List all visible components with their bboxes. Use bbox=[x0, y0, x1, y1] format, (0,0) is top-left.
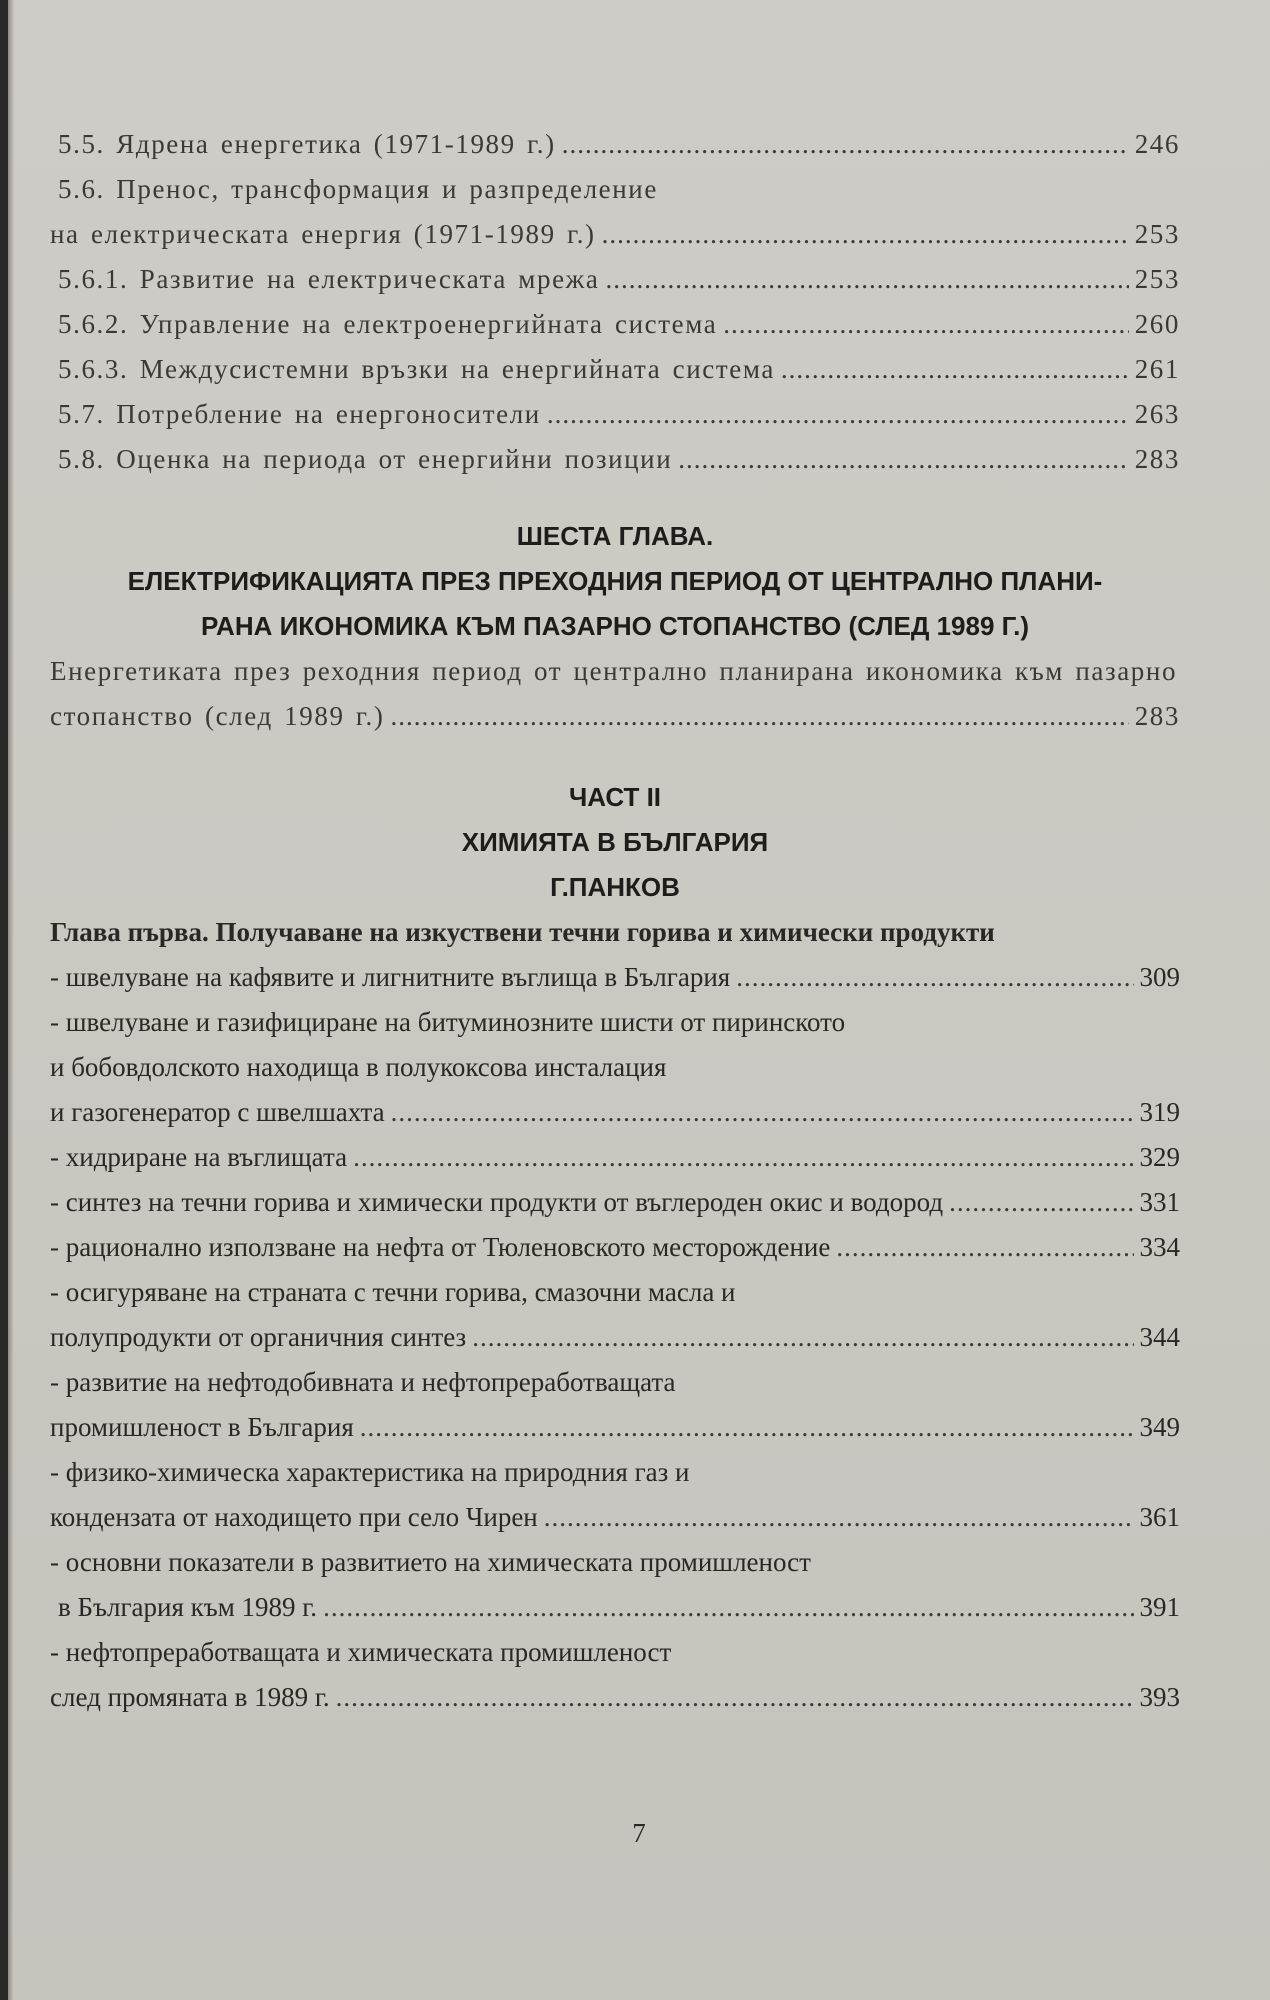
toc-entry-line bbox=[50, 167, 1180, 212]
dot-leader bbox=[723, 302, 1128, 347]
toc-entry bbox=[50, 122, 1180, 167]
dot-leader bbox=[323, 1585, 1133, 1630]
toc-entry-page: 331 bbox=[1139, 1187, 1180, 1217]
toc-entry-title-line: Енергетиката през реходния период от централно планирана икономика към пазарно bbox=[50, 656, 1178, 686]
toc-entry-title: 5.6.2. Управление на електроенергийната система bbox=[58, 309, 718, 339]
dot-leader bbox=[678, 437, 1128, 482]
toc-entry-title-line: - развитие на нефтодобивната и нефтопреработващата bbox=[50, 1367, 676, 1397]
dot-leader bbox=[472, 1315, 1133, 1360]
part-heading: ЧАСТ II bbox=[568, 782, 662, 812]
toc-entry bbox=[50, 1225, 1180, 1270]
toc-entry bbox=[50, 347, 1180, 392]
dot-leader bbox=[562, 122, 1129, 167]
toc-entry bbox=[50, 1315, 1180, 1360]
chapter-heading: ШЕСТА ГЛАВА. bbox=[516, 521, 714, 551]
toc-entry-title-line: - нефтопреработващата и химическата промишленост bbox=[50, 1637, 672, 1667]
chapter-heading: РАНА ИКОНОМИКА КЪМ ПАЗАРНО СТОПАНСТВО (СЛЕД 1989 Г.) bbox=[200, 611, 1030, 641]
toc-entry bbox=[50, 1585, 1180, 1630]
toc-entry-page: 253 bbox=[1134, 219, 1180, 249]
dot-leader bbox=[360, 1405, 1134, 1450]
toc-entry-title: 5.7. Потребление на енергоносители bbox=[58, 399, 541, 429]
dot-leader bbox=[391, 694, 1129, 739]
chapter-heading: ЕЛЕКТРИФИКАЦИЯТА ПРЕЗ ПРЕХОДНИЯ ПЕРИОД ОТ ЦЕНТРАЛНО ПЛАНИ- bbox=[127, 566, 1103, 596]
toc-entry-title-line: - швелуване и газифициране на битуминозните шисти от пиринското bbox=[50, 1007, 846, 1037]
toc-entry bbox=[50, 955, 1180, 1000]
toc-entry-page: 263 bbox=[1134, 399, 1180, 429]
toc-entry bbox=[50, 1675, 1180, 1720]
toc-entry-page: 334 bbox=[1139, 1232, 1180, 1262]
book-page bbox=[8, 0, 1270, 2000]
toc-entry bbox=[50, 212, 1180, 257]
toc-entry bbox=[50, 302, 1180, 347]
toc-entry-title-line: - осигуряване на страната с течни горива, смазочни масла и bbox=[50, 1277, 736, 1307]
toc-entry-page: 393 bbox=[1139, 1682, 1180, 1712]
dot-leader bbox=[336, 1675, 1134, 1720]
toc-entry-line bbox=[50, 1540, 1180, 1585]
toc-entry-page: 283 bbox=[1134, 701, 1180, 731]
toc-entry-title: - швелуване на кафявите и лигнитните въглища в България bbox=[50, 962, 731, 992]
toc-entry-page: 283 bbox=[1134, 444, 1180, 474]
toc-entry bbox=[50, 257, 1180, 302]
toc-entry-title: полупродукти от органичния синтез bbox=[50, 1322, 467, 1352]
toc-entry-page: 349 bbox=[1139, 1412, 1180, 1442]
toc-entry bbox=[50, 437, 1180, 482]
toc-entry-page: 253 bbox=[1134, 264, 1180, 294]
toc-entry-line bbox=[50, 1045, 1180, 1090]
dot-leader bbox=[544, 1495, 1134, 1540]
dot-leader bbox=[353, 1135, 1133, 1180]
toc-entry-page: 261 bbox=[1134, 354, 1180, 384]
toc-entry-page: 344 bbox=[1139, 1322, 1180, 1352]
toc-entry-title-line: 5.6. Пренос, трансформация и разпределение bbox=[58, 174, 658, 204]
toc-entry-title: - синтез на течни горива и химически продукти от въглероден окис и водород bbox=[50, 1187, 944, 1217]
toc-entry-title: 5.6.1. Развитие на електрическата мрежа bbox=[58, 264, 600, 294]
toc-entry-title: 5.6.3. Междусистемни връзки на енергийната система bbox=[58, 354, 775, 384]
toc-entry-title-line: и бобовдолското находища в полукоксова инсталация bbox=[50, 1052, 667, 1082]
toc-entry-page: 319 bbox=[1139, 1097, 1180, 1127]
table-of-contents bbox=[50, 122, 1180, 1720]
dot-leader bbox=[781, 347, 1129, 392]
toc-entry-title-line: - основни показатели в развитието на химическата промишленост bbox=[50, 1547, 811, 1577]
toc-entry-page: 246 bbox=[1134, 129, 1180, 159]
toc-entry bbox=[50, 694, 1180, 739]
toc-entry-title: на електрическата енергия (1971-1989 г.) bbox=[50, 219, 596, 249]
toc-entry bbox=[50, 1495, 1180, 1540]
toc-entry-line bbox=[50, 1630, 1180, 1675]
toc-entry-title: след промяната в 1989 г. bbox=[50, 1682, 330, 1712]
toc-entry-title: промишленост в България bbox=[50, 1412, 354, 1442]
toc-entry-title: и газогенератор с швелшахта bbox=[50, 1097, 385, 1127]
toc-entry bbox=[50, 392, 1180, 437]
toc-entry-title: кондензата от находището при село Чирен bbox=[50, 1502, 538, 1532]
toc-entry-page: 309 bbox=[1139, 962, 1180, 992]
toc-entry-line bbox=[50, 649, 1180, 694]
part-heading: ХИМИЯТА В БЪЛГАРИЯ bbox=[461, 827, 769, 857]
page-number: 7 bbox=[632, 1818, 646, 1848]
author-name: Г.ПАНКОВ bbox=[550, 872, 680, 902]
dot-leader bbox=[836, 1225, 1133, 1270]
toc-entry-title: - рационално използване на нефта от Тюленовското месторождение bbox=[50, 1232, 831, 1262]
toc-entry-page: 329 bbox=[1139, 1142, 1180, 1172]
dot-leader bbox=[949, 1180, 1133, 1225]
toc-entry bbox=[50, 1180, 1180, 1225]
toc-entry bbox=[50, 1090, 1180, 1135]
toc-entry-line bbox=[50, 1360, 1180, 1405]
toc-entry-page: 391 bbox=[1139, 1592, 1180, 1622]
toc-entry-line bbox=[50, 1000, 1180, 1045]
toc-entry-page: 260 bbox=[1134, 309, 1180, 339]
dot-leader bbox=[547, 392, 1129, 437]
dot-leader bbox=[391, 1090, 1134, 1135]
dot-leader bbox=[602, 212, 1129, 257]
toc-entry-title: 5.8. Оценка на периода от енергийни позиции bbox=[58, 444, 673, 474]
toc-entry-line bbox=[50, 1450, 1180, 1495]
toc-entry-title: стопанство (след 1989 г.) bbox=[50, 701, 385, 731]
toc-entry-title-line: - физико-химическа характеристика на природния газ и bbox=[50, 1457, 690, 1487]
toc-entry-page: 361 bbox=[1139, 1502, 1180, 1532]
page-edge-shadow bbox=[8, 0, 14, 2000]
toc-entry-title: - хидриране на въглищата bbox=[50, 1142, 348, 1172]
toc-entry bbox=[50, 1405, 1180, 1450]
toc-entry bbox=[50, 1135, 1180, 1180]
toc-entry-title: 5.5. Ядрена енергетика (1971-1989 г.) bbox=[58, 129, 556, 159]
dot-leader bbox=[736, 955, 1133, 1000]
chapter-title: Глава първа. Получаване на изкуствени течни горива и химически продукти bbox=[50, 917, 995, 947]
dot-leader bbox=[606, 257, 1129, 302]
toc-entry-title: в България към 1989 г. bbox=[58, 1592, 318, 1622]
toc-entry-line bbox=[50, 1270, 1180, 1315]
